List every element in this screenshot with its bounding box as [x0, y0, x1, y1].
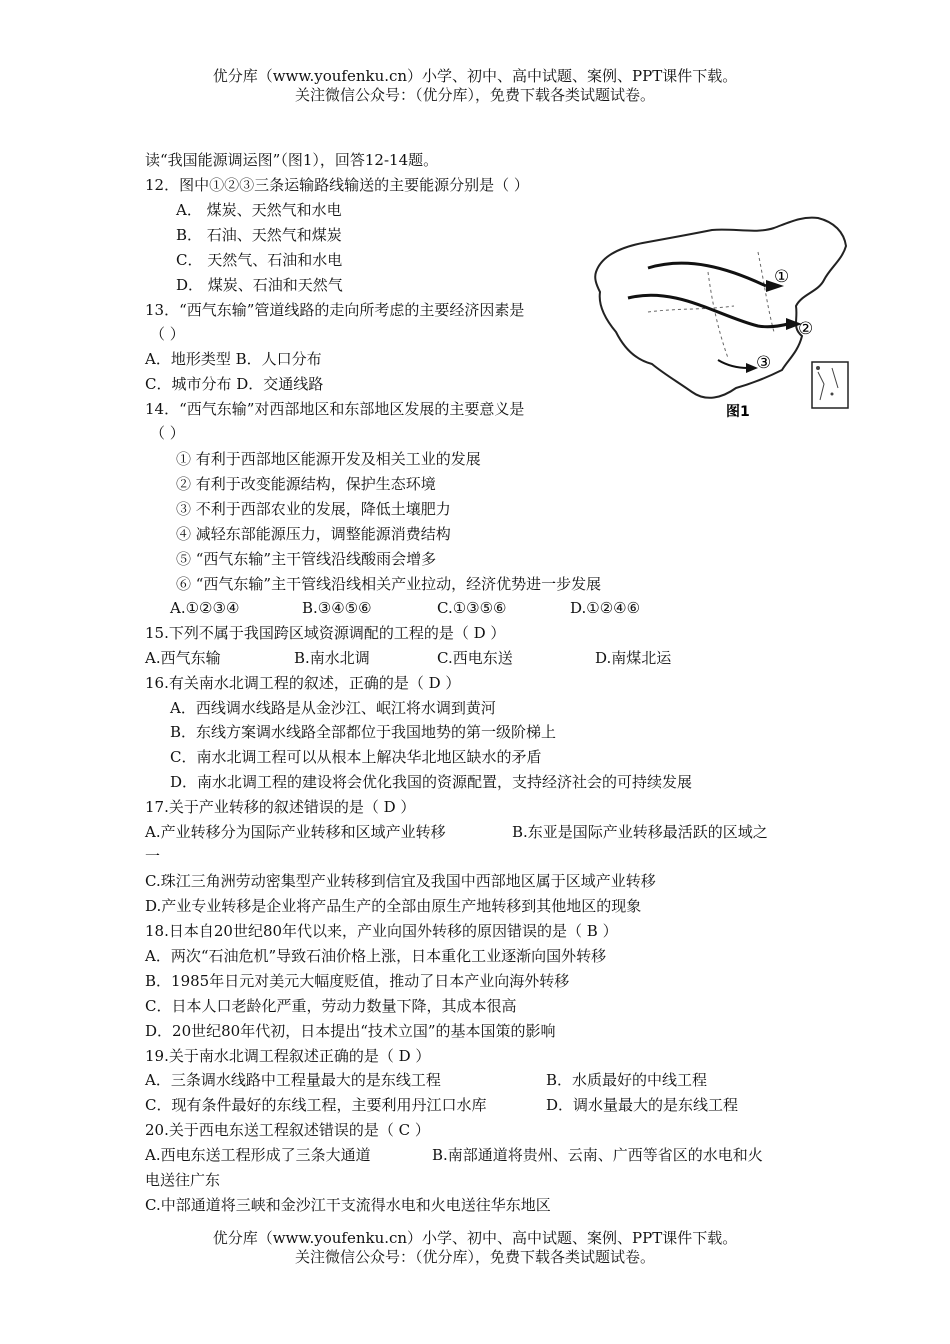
intro-text: 读“我国能源调运图”（图1），回答12-14题。 — [145, 151, 439, 169]
q12-stem: 12．图中①②③三条运输路线输送的主要能源分别是（ ） — [145, 176, 529, 194]
q16-option-b: B．东线方案调水线路全部都位于我国地势的第一级阶梯上 — [170, 723, 557, 741]
q17-option-a: A.产业转移分为国际产业转移和区域产业转移 — [145, 823, 446, 841]
q17-option-c: C.珠江三角洲劳动密集型产业转移到信宜及我国中西部地区属于区域产业转移 — [145, 872, 656, 890]
q15-option-a: A.西气东输 — [145, 649, 221, 667]
q18-option-b: B．1985年日元对美元大幅度贬值，推动了日本产业向海外转移 — [145, 972, 570, 990]
header-line-1: 优分库（www.youfenku.cn）小学、初中、高中试题、案例、PPT课件下载。 — [212, 67, 738, 85]
q12-option-d: D． 煤炭、石油和天然气 — [176, 276, 343, 294]
q19-stem: 19.关于南水北调工程叙述正确的是（ D ） — [145, 1047, 431, 1065]
q15-option-c: C.西电东送 — [437, 649, 513, 667]
q20-option-b: B.南部通道将贵州、云南、广西等省区的水电和火 — [432, 1146, 763, 1164]
route-1-line — [648, 263, 766, 286]
q20-stem: 20.关于西电东送工程叙述错误的是（ C ） — [145, 1121, 430, 1139]
q18-stem: 18.日本自20世纪80年代以来，产业向国外转移的原因错误的是（ B ） — [145, 922, 618, 940]
footer-line-1: 优分库（www.youfenku.cn）小学、初中、高中试题、案例、PPT课件下载。 — [212, 1229, 738, 1247]
energy-transport-map — [588, 212, 856, 422]
q14-option-a: A.①②③④ — [170, 599, 240, 617]
q16-option-a: A．西线调水线路是从金沙江、岷江将水调到黄河 — [170, 699, 496, 717]
q19-option-a: A．三条调水线路中工程量最大的是东线工程 — [145, 1071, 441, 1089]
route-2-label: ② — [798, 319, 814, 339]
q19-option-b: B．水质最好的中线工程 — [546, 1071, 708, 1089]
q12-option-c: C． 天然气、石油和水电 — [176, 251, 343, 269]
q18-option-a: A．两次“石油危机”导致石油价格上涨，日本重化工业逐渐向国外转移 — [145, 947, 607, 965]
q20-option-c: C.中部通道将三峡和金沙江干支流得水电和火电送往华东地区 — [145, 1196, 551, 1214]
q17-option-b: B.东亚是国际产业转移最活跃的区域之 — [512, 823, 768, 841]
q13-options-ab: A．地形类型 B．人口分布 — [145, 350, 322, 368]
footer-line-2: 关注微信公众号：（优分库），免费下载各类试题试卷。 — [294, 1248, 655, 1266]
q16-stem: 16.有关南水北调工程的叙述，正确的是（ D ） — [145, 674, 461, 692]
q19-option-d: D．调水量最大的是东线工程 — [546, 1096, 739, 1114]
q14-item: ⑥ “西气东输”主干管线沿线相关产业拉动，经济优势进一步发展 — [176, 575, 602, 593]
q16-option-c: C．南水北调工程可以从根本上解决华北地区缺水的矛盾 — [170, 748, 542, 766]
q20-option-b-wrap: 电送往广东 — [145, 1171, 221, 1189]
route-3-line — [718, 360, 748, 368]
q13-stem: 13．“西气东输”管道线路的走向所考虑的主要经济因素是 — [145, 301, 525, 319]
q12-option-a: A． 煤炭、天然气和水电 — [176, 201, 342, 219]
q18-option-d: D．20世纪80年代初，日本提出“技术立国”的基本国策的影响 — [145, 1022, 556, 1040]
q17-option-b-wrap: 一 — [145, 847, 161, 865]
q14-option-b: B.③④⑤⑥ — [302, 599, 372, 617]
q15-option-b: B.南水北调 — [294, 649, 370, 667]
route-1-label: ① — [774, 267, 790, 287]
q14-item: ⑤ “西气东输”主干管线沿线酸雨会增多 — [176, 550, 437, 568]
route-3-label: ③ — [756, 353, 772, 373]
q20-option-a: A.西电东送工程形成了三条大通道 — [145, 1146, 371, 1164]
route-2-line — [628, 295, 788, 327]
q15-option-d: D.南煤北运 — [595, 649, 672, 667]
q14-item: ② 有利于改变能源结构，保护生态环境 — [176, 475, 436, 493]
q14-paren: （ ） — [150, 424, 185, 442]
q14-item: ③ 不利于西部农业的发展，降低土壤肥力 — [176, 500, 451, 518]
q16-option-d: D．南水北调工程的建设将会优化我国的资源配置，支持经济社会的可持续发展 — [170, 773, 693, 791]
q13-options-cd: C．城市分布 D．交通线路 — [145, 375, 324, 393]
q14-option-c: C.①③⑤⑥ — [437, 599, 507, 617]
q14-option-d: D.①②④⑥ — [570, 599, 641, 617]
q14-item: ④ 减轻东部能源压力，调整能源消费结构 — [176, 525, 451, 543]
q13-paren: （ ） — [150, 325, 185, 343]
map-caption: 图1 — [726, 404, 750, 420]
q14-stem: 14．“西气东输”对西部地区和东部地区发展的主要意义是 — [145, 400, 525, 418]
q17-option-d: D.产业专业转移是企业将产品生产的全部由原生产地转移到其他地区的现象 — [145, 897, 642, 915]
q17-stem: 17.关于产业转移的叙述错误的是（ D ） — [145, 798, 416, 816]
q18-option-c: C．日本人口老龄化严重，劳动力数量下降，其成本很高 — [145, 997, 517, 1015]
q12-option-b: B． 石油、天然气和煤炭 — [176, 226, 342, 244]
header-line-2: 关注微信公众号：（优分库），免费下载各类试题试卷。 — [294, 86, 655, 104]
q19-option-c: C．现有条件最好的东线工程，主要利用丹江口水库 — [145, 1096, 487, 1114]
q14-item: ① 有利于西部地区能源开发及相关工业的发展 — [176, 450, 481, 468]
q15-stem: 15.下列不属于我国跨区域资源调配的工程的是（ D ） — [145, 624, 506, 642]
